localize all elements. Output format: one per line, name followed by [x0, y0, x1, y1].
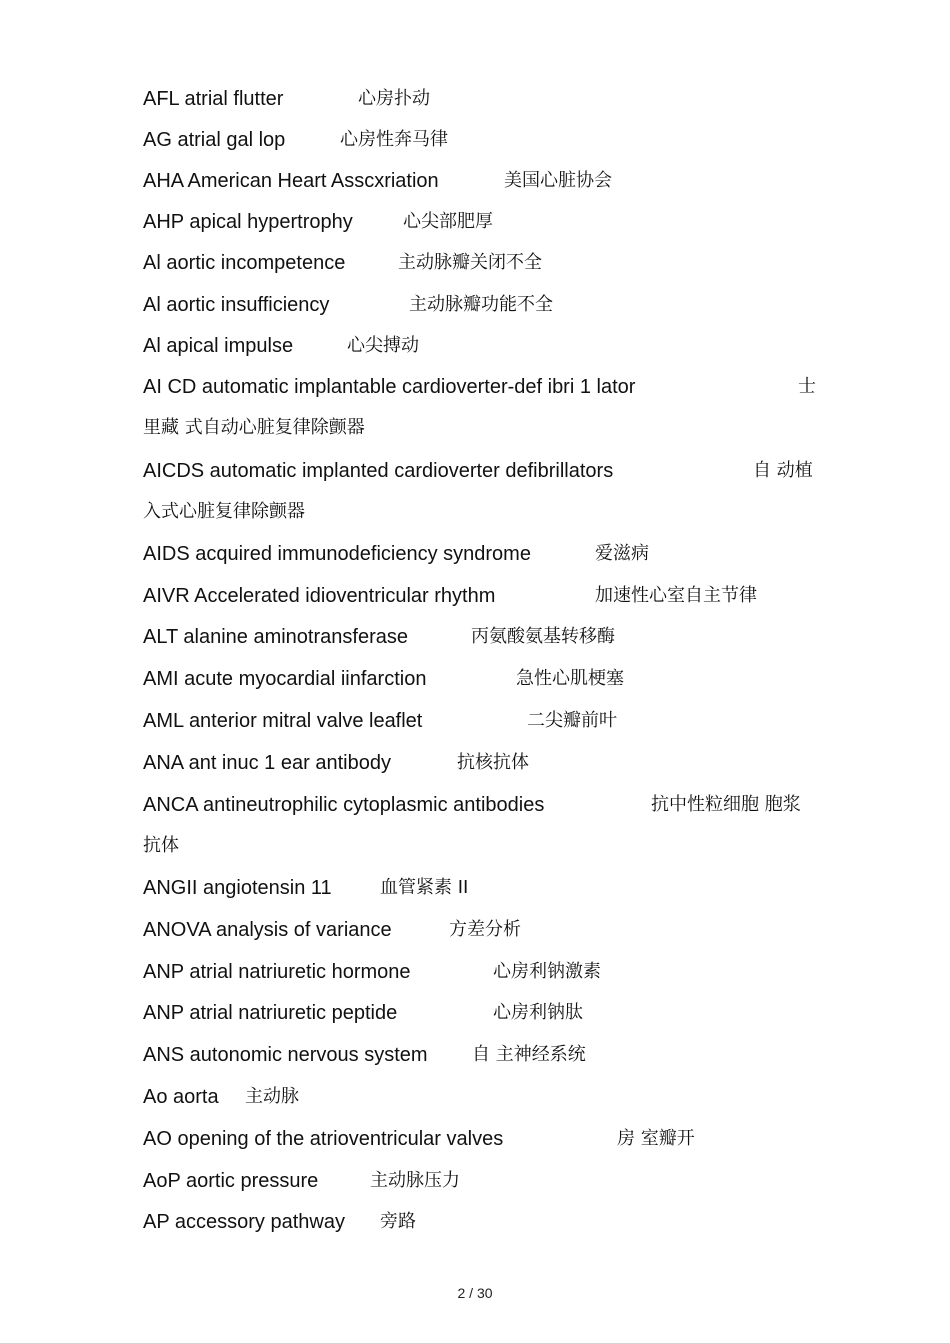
glossary-entry	[0, 706, 950, 736]
glossary-entry	[0, 957, 950, 987]
glossary-entry	[0, 790, 950, 820]
term-chinese: 心房利钠激素	[493, 961, 601, 982]
glossary-entry	[0, 539, 950, 569]
glossary-entry	[0, 331, 950, 361]
page-number: 2 / 30	[457, 1285, 493, 1301]
glossary-entry	[0, 1166, 950, 1196]
term-chinese: 主动脉瓣关闭不全	[398, 252, 542, 273]
term-chinese: 士	[798, 376, 816, 397]
term-english: AFL atrial flutter	[143, 88, 284, 110]
glossary-entry	[0, 581, 950, 611]
term-english: AP accessory pathway	[143, 1211, 345, 1233]
glossary-entry	[0, 372, 950, 402]
term-english: AML anterior mitral valve leaflet	[143, 710, 423, 732]
term-english: ANGII angiotensin 11	[143, 877, 332, 899]
glossary-entry	[0, 290, 950, 320]
term-chinese: 心房性奔马律	[340, 129, 448, 150]
term-chinese: 自 主神经系统	[472, 1044, 586, 1065]
term-english: ANP atrial natriuretic hormone	[143, 961, 411, 983]
term-english: ANCA antineutrophilic cytoplasmic antibodies	[143, 794, 545, 816]
glossary-entry	[0, 1040, 950, 1070]
term-english: ANS autonomic nervous system	[143, 1044, 428, 1066]
glossary-entry	[0, 664, 950, 694]
term-english: ALT alanine aminotransferase	[143, 626, 408, 648]
term-english: AMI acute myocardial iinfarction	[143, 668, 427, 690]
term-chinese: 主动脉	[245, 1086, 299, 1107]
glossary-entry	[0, 622, 950, 652]
term-chinese: 心房扑动	[358, 88, 430, 109]
glossary-entry	[0, 1082, 950, 1112]
term-chinese: 爱滋病	[595, 543, 649, 564]
term-chinese: 美国心脏协会	[504, 170, 612, 191]
glossary-entry	[0, 998, 950, 1028]
glossary-entry	[0, 1207, 950, 1237]
term-english: AG atrial gal lop	[143, 129, 286, 151]
glossary-entry	[0, 125, 950, 155]
term-chinese: 急性心肌梗塞	[516, 668, 624, 689]
term-chinese: 方差分析	[449, 919, 521, 940]
term-chinese: 主动脉压力	[370, 1170, 460, 1191]
term-chinese: 加速性心室自主节律	[595, 585, 757, 606]
glossary-entry	[0, 84, 950, 114]
term-chinese: 血管紧素 II	[380, 877, 469, 898]
term-chinese: 房 室瓣开	[617, 1128, 695, 1149]
glossary-entry	[0, 915, 950, 945]
term-chinese: 心尖部肥厚	[403, 211, 493, 232]
term-english: ANOVA analysis of variance	[143, 919, 392, 941]
term-english: AIVR Accelerated idioventricular rhythm	[143, 585, 496, 607]
glossary-entry	[0, 248, 950, 278]
term-chinese-continued: 里藏 式自动心脏复律除颤器	[143, 417, 365, 438]
term-english: Al apical impulse	[143, 335, 294, 357]
term-english: AoP aortic pressure	[143, 1170, 319, 1192]
term-english: AHP apical hypertrophy	[143, 211, 353, 233]
term-english: Ao aorta	[143, 1086, 219, 1108]
glossary-entry	[0, 166, 950, 196]
term-english: AI CD automatic implantable cardioverter-def ibri 1 lator	[143, 376, 636, 398]
term-english: AICDS automatic implanted cardioverter defibrillators	[143, 460, 614, 482]
term-chinese: 主动脉瓣功能不全	[409, 294, 553, 315]
term-chinese: 旁路	[380, 1211, 416, 1232]
term-english: AIDS acquired immunodeficiency syndrome	[143, 543, 531, 565]
glossary-entry	[0, 748, 950, 778]
term-chinese: 丙氨酸氨基转移酶	[471, 626, 615, 647]
glossary-entry	[0, 873, 950, 903]
term-english: AHA American Heart Asscxriation	[143, 170, 439, 192]
glossary-entry	[0, 207, 950, 237]
term-english: ANP atrial natriuretic peptide	[143, 1002, 398, 1024]
term-english: ANA ant inuc 1 ear antibody	[143, 752, 391, 774]
term-english: AO opening of the atrioventricular valves	[143, 1128, 504, 1150]
glossary-entry	[0, 1124, 950, 1154]
term-chinese-continued: 入式心脏复律除颤器	[143, 501, 305, 522]
term-chinese: 心尖搏动	[347, 335, 419, 356]
term-chinese: 心房利钠肽	[493, 1002, 583, 1023]
term-chinese: 抗核抗体	[457, 752, 529, 773]
glossary-entry	[0, 456, 950, 486]
term-chinese: 自 动植	[753, 460, 813, 481]
term-english: Al aortic incompetence	[143, 252, 346, 274]
term-chinese-continued: 抗体	[143, 835, 179, 856]
term-chinese: 二尖瓣前叶	[527, 710, 617, 731]
term-chinese: 抗中性粒细胞 胞浆	[651, 794, 801, 815]
term-english: Al aortic insufficiency	[143, 294, 330, 316]
